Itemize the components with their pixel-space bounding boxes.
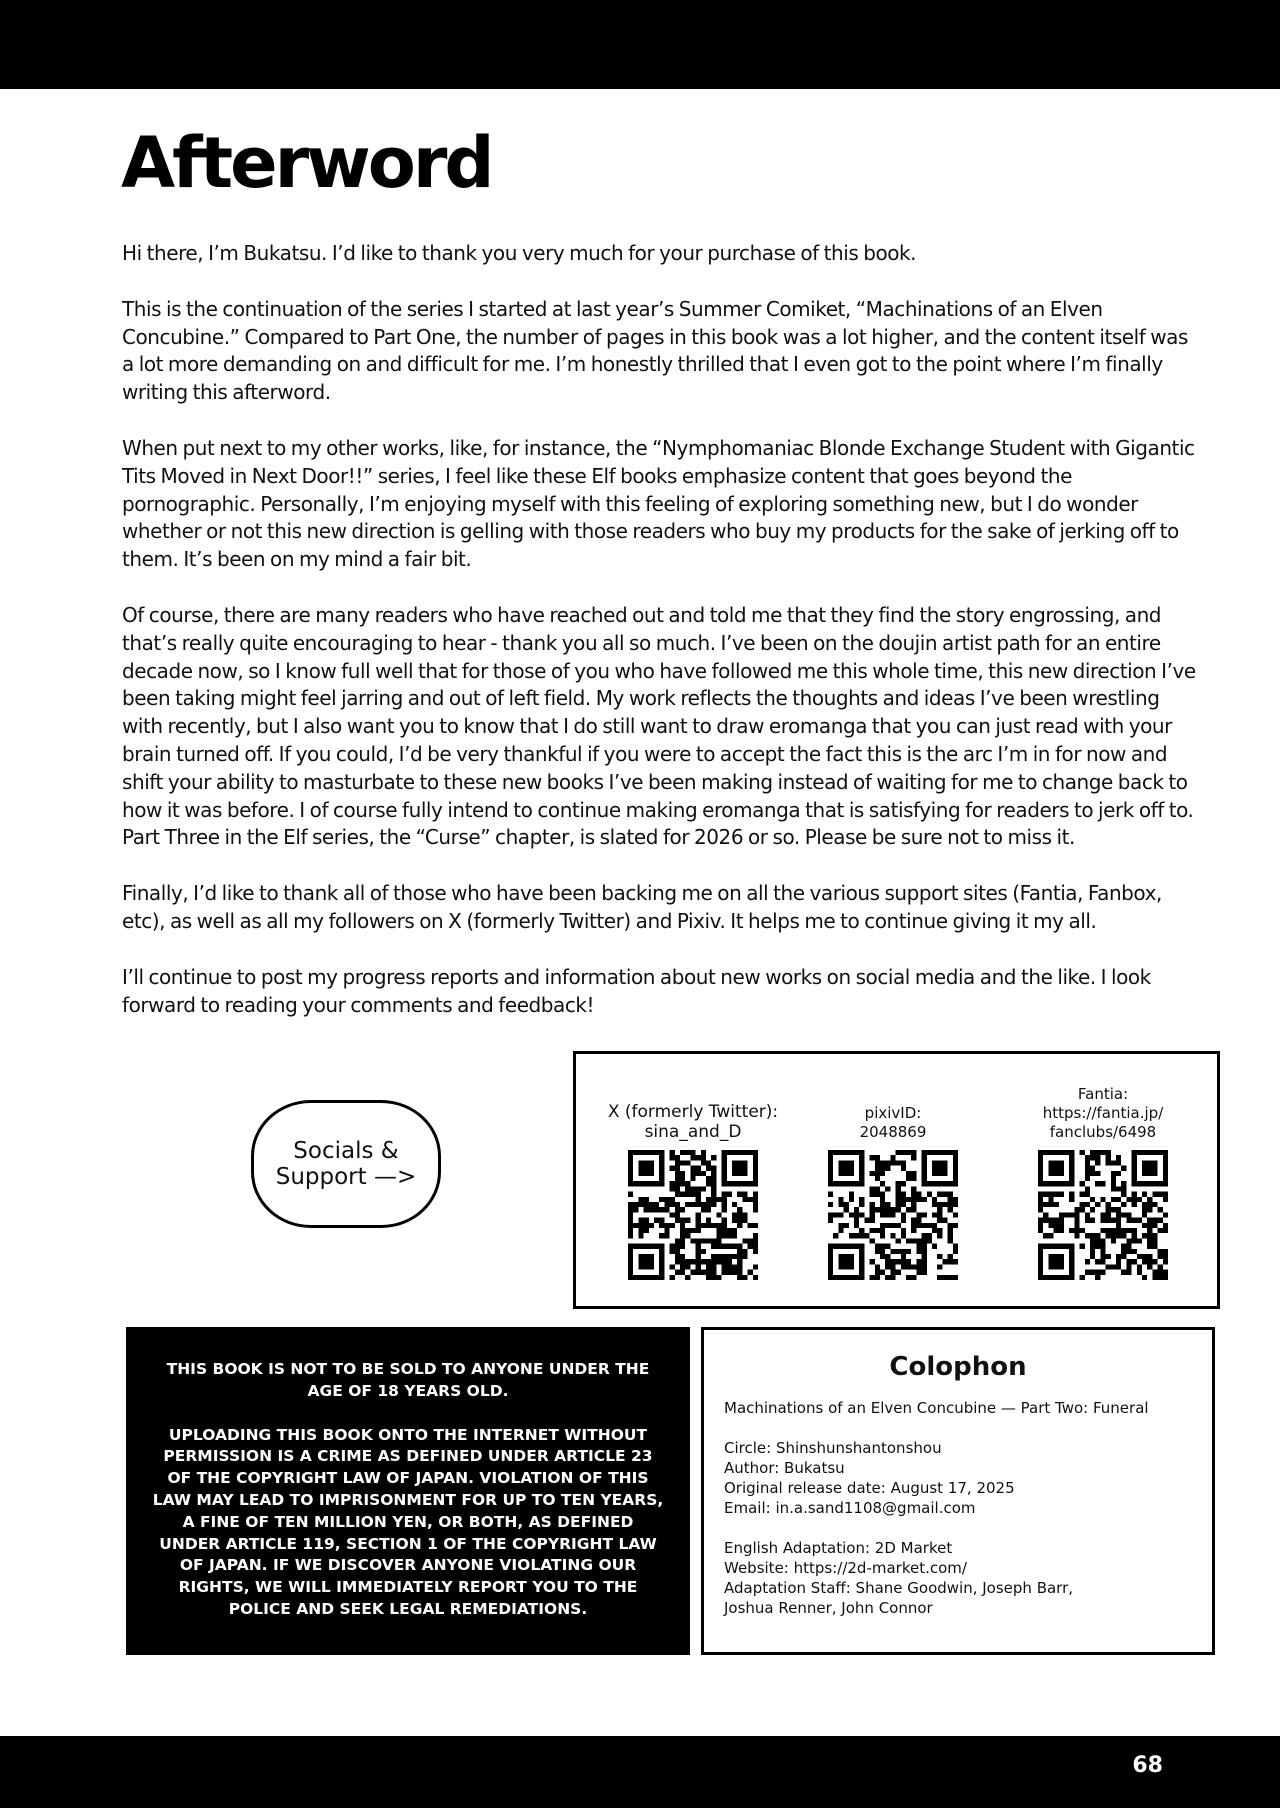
qr-label-line: X (formerly Twitter): [607,1102,779,1122]
colophon-website: Website: https://2d-market.com/ [724,1559,967,1577]
qr-label-line: sina_and_D [644,1122,742,1142]
paragraph: This is the continuation of the series I started at last year’s Summer Comiket, “Machinations of an Elven Concubine.” Compared to Part One, the number of pages in this book was a lot higher, and the content itself was a lot more demanding on and difficult for me. I’m honestly thrilled that I even got to the point where I’m finally writing this afterword. [122,296,1188,405]
qr-label-line: pixivID: [864,1104,922,1122]
colophon-box [701,1327,1215,1655]
paragraph: Of course, there are many readers who have reached out and told me that they find the story engrossing, and that’s really quite encouraging to hear - thank you all so much. I’ve been on the doujin artist path for an entire decade now, so I know full well that for those of you who have followed me this whole time, this new direction I’ve been taking might feel jarring and out of left field. My work reflects the thoughts and ideas I’ve been wrestling with recently, but I also want you to know that I do still want to draw eromanga that you can just read with your brain turned off. If you could, I’d be very thankful if you were to accept the fact this is the arc I’m in for now and shift your ability to masturbate to these new books I’ve been making instead of waiting for me to change back to how it was before. I of course fully intend to continue making eromanga that is satisfying for readers to jerk off to. Part Three in the Elf series, the “Curse” chapter, is slated for 2026 or so. Please be sure not to miss it. [122,602,1196,850]
qr-label-x [603,1078,783,1142]
qr-block-fantia [1013,1078,1193,1280]
warning-age: THIS BOOK IS NOT TO BE SOLD TO ANYONE UNDER THE AGE OF 18 YEARS OLD. [166,1360,650,1400]
qr-block-x [603,1078,783,1280]
page-number: 68 [1132,1753,1163,1778]
top-border-bar [0,0,1280,89]
qr-label-pixiv [803,1078,983,1142]
page-title: Afterword [121,122,492,204]
colophon-title: Colophon [889,1352,1027,1382]
warning-copyright: UPLOADING THIS BOOK ONTO THE INTERNET WITHOUT PERMISSION IS A CRIME AS DEFINED UNDER ARTICLE 23 OF THE COPYRIGHT LAW OF JAPAN. VIOLATION OF THIS LAW MAY LEAD TO IMPRISONMENT FOR UP TO TEN YEARS, A FINE OF TEN MILLION YEN, OR BOTH, AS DEFINED UNDER ARTICLE 119, SECTION 1 OF THE COPYRIGHT LAW OF JAPAN. IF WE DISCOVER ANYONE VIOLATING OUR RIGHTS, WE WILL IMMEDIATELY REPORT YOU TO THE POLICE AND SEEK LEGAL REMEDIATIONS. [152,1425,664,1618]
paragraph: I’ll continue to post my progress reports and information about new works on social media and the like. I look forward to reading your comments and feedback! [122,964,1151,1017]
paragraph: Finally, I’d like to thank all of those who have been backing me on all the various support sites (Fantia, Fanbox, etc), as well as all my followers on X (formerly Twitter) and Pixiv. It helps me to continue giving it my all. [122,881,1162,933]
qr-code-icon[interactable] [628,1150,758,1280]
colophon-email: Email: in.a.sand1108@gmail.com [724,1499,976,1517]
colophon-staff: Joshua Renner, John Connor [724,1599,933,1617]
qr-code-icon[interactable] [1038,1150,1168,1280]
colophon-adaptation: English Adaptation: 2D Market [724,1539,953,1557]
qr-label-line: https://fantia.jp/ [1042,1104,1164,1122]
colophon-author: Author: Bukatsu [724,1459,845,1477]
socials-label-line2: Support —> [275,1164,417,1190]
socials-label-line1: Socials & [293,1138,399,1164]
socials-speech-bubble [251,1100,441,1228]
afterword-body [122,240,1202,1047]
bottom-border-bar [0,1736,1280,1808]
qr-code-panel [573,1051,1220,1309]
qr-block-pixiv [803,1078,983,1280]
qr-label-fantia [1013,1078,1193,1142]
qr-label-line: 2048869 [859,1123,927,1141]
paragraph: Hi there, I’m Bukatsu. I’d like to thank you very much for your purchase of this book. [122,241,917,265]
colophon-circle: Circle: Shinshunshantonshou [724,1439,942,1457]
paragraph: When put next to my other works, like, for instance, the “Nymphomaniac Blonde Exchange Student with Gigantic Tits Moved in Next Door!!” series, I feel like these Elf books emphasize content that goes beyond the pornographic. Personally, I’m enjoying myself with this feeling of exploring something new, but I do wonder whether or not this new direction is gelling with those readers who buy my products for the sake of jerking off to them. It’s been on my mind a fair bit. [122,435,1195,572]
colophon-staff: Adaptation Staff: Shane Goodwin, Joseph Barr, [724,1579,1074,1597]
colophon-release-date: Original release date: August 17, 2025 [724,1479,1015,1497]
qr-label-line: fanclubs/6498 [1049,1123,1157,1141]
colophon-work-title: Machinations of an Elven Concubine — Part Two: Funeral [724,1399,1149,1417]
age-copyright-warning [126,1327,690,1655]
qr-code-icon[interactable] [828,1150,958,1280]
qr-label-line: Fantia: [1077,1085,1129,1103]
